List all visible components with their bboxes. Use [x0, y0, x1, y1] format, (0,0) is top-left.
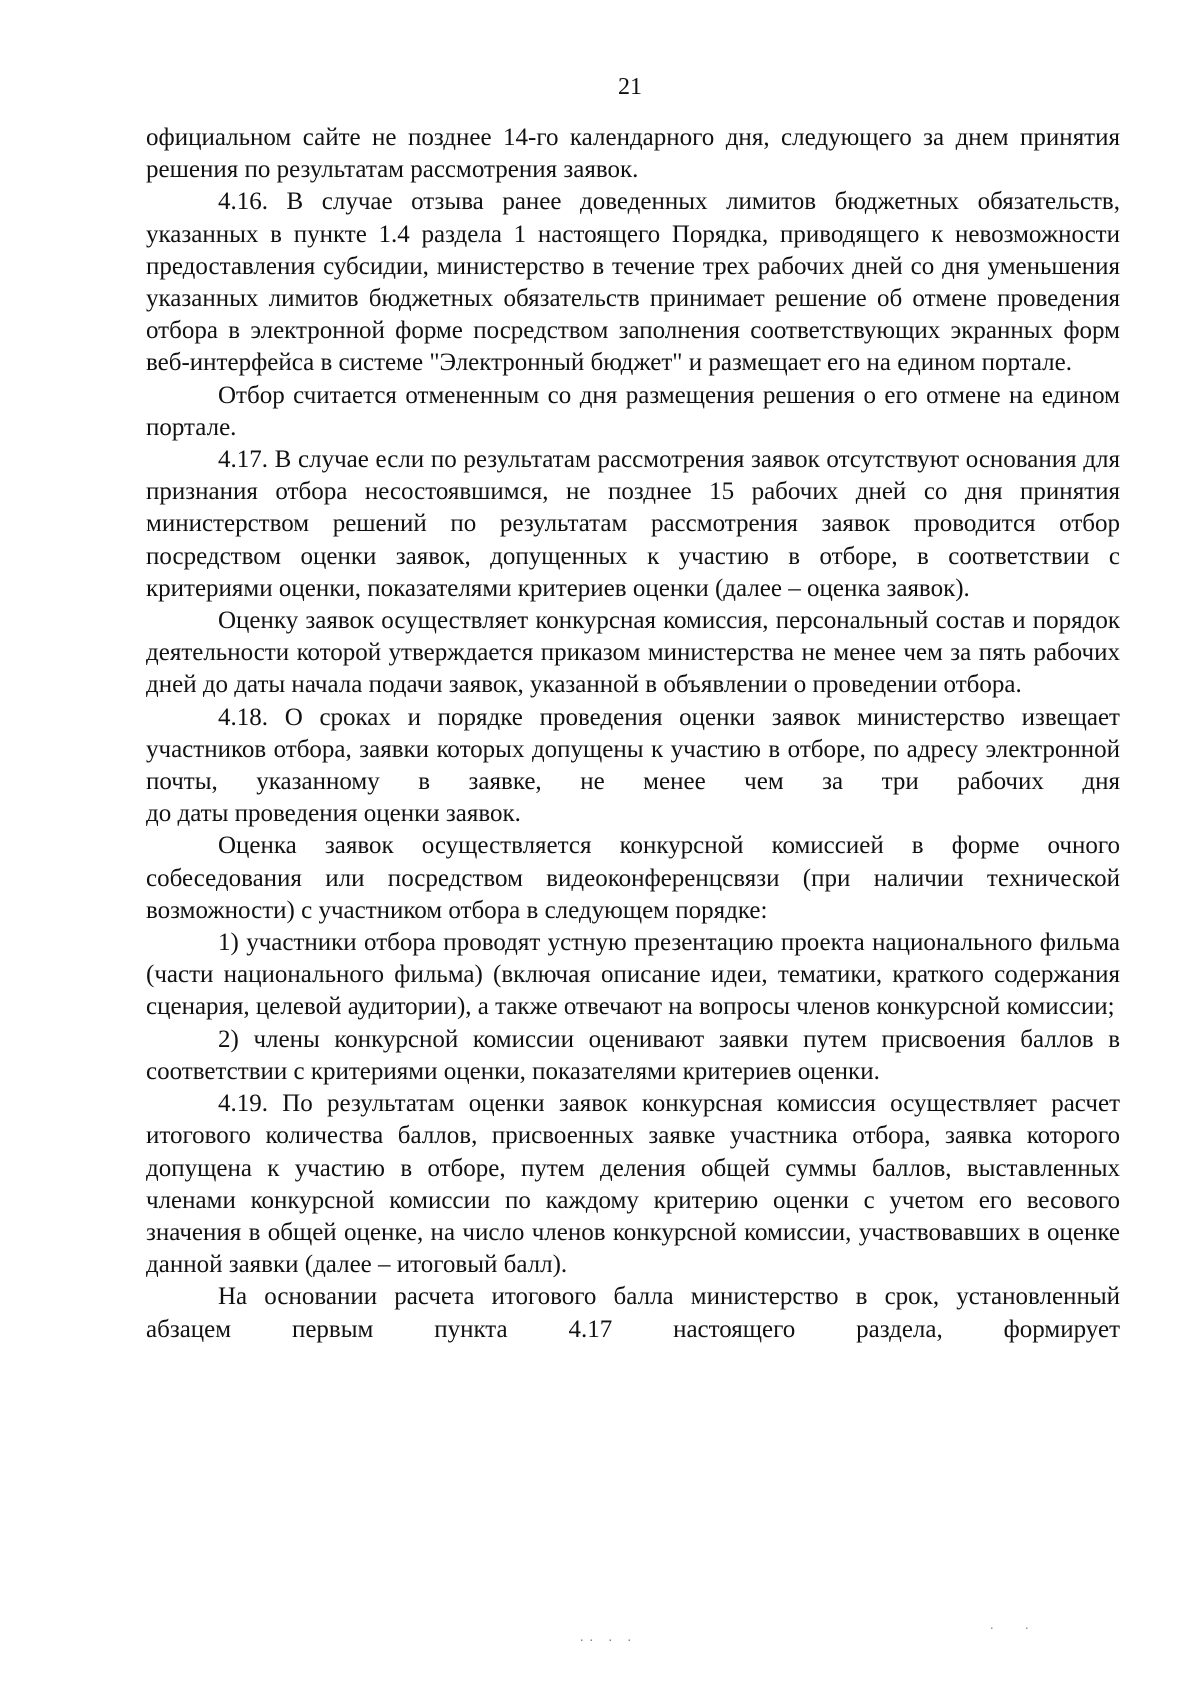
- paragraph-continuation: официальном сайте не позднее 14-го календарного дня, следующего за днем принятия решения по результатам рассмотрения заявок.: [146, 124, 1120, 184]
- paragraph-selection-cancelled: Отбор считается отмененным со дня размещения решения о его отмене на едином портале.: [146, 381, 1120, 441]
- paragraph-4-17: 4.17. В случае если по результатам рассмотрения заявок отсутствуют основания для признания отбора несостоявшимся, не позднее 15 рабочих дней со дня принятия министерством решений по результатам рассмотрения заявок проводится отбор посредством оценки заявок, допущенных к участию в отборе, в соответствии с критериями оценки, показателями критериев оценки (далее – оценка заявок).: [146, 446, 1120, 602]
- list-item-1: 1) участники отбора проводят устную презентацию проекта национального фильма (части национального фильма) (включая описание идеи, тематики, краткого содержания сценария, целевой аудитории), а также отвечают на вопросы членов конкурсной комиссии;: [146, 929, 1120, 1021]
- scan-artifact-right: . .: [990, 1618, 1043, 1633]
- paragraph-4-16: 4.16. В случае отзыва ранее доведенных лимитов бюджетных обязательств, указанных в пункте 1.4 раздела 1 настоящего Порядка, приводящего к невозможности предоставления субсидии, министерство в течение трех рабочих дней со дня уменьшения указанных лимитов бюджетных обязательств принимает решение об отмене проведения отбора в электронной форме посредством заполнения соответствующих экранных форм веб-интерфейса в системе "Электронный бюджет" и размещает его на едином портале.: [146, 188, 1120, 377]
- list-item-2: 2) члены конкурсной комиссии оценивают заявки путем присвоения баллов в соответствии с критериями оценки, показателями критериев оценки.: [146, 1025, 1120, 1085]
- document-body: [146, 122, 1120, 1346]
- paragraph-4-18-continuation: до даты проведения оценки заявок.: [146, 800, 521, 828]
- paragraph-commission: Оценку заявок осуществляет конкурсная комиссия, персональный состав и порядок деятельности которой утверждается приказом министерства не менее чем за пять рабочих дней до даты начала подачи заявок, указанной в объявлении о проведении отбора.: [146, 607, 1120, 699]
- paragraph-final-score: На основании расчета итогового балла министерство в срок, установленный абзацем первым пункта 4.17 настоящего раздела, формирует: [146, 1283, 1120, 1343]
- page-number: 21: [618, 74, 642, 100]
- paragraph-evaluation-order: Оценка заявок осуществляется конкурсной комиссией в форме очного собеседования или посредством видеоконференцсвязи (при наличии технической возможности) с участником отбора в следующем порядке:: [146, 832, 1120, 924]
- paragraph-4-19: 4.19. По результатам оценки заявок конкурсная комиссия осуществляет расчет итогового количества баллов, присвоенных заявке участника отбора, заявка которого допущена к участию в отборе, путем деления общей суммы баллов, выставленных членами конкурсной комиссии по каждому критерию оценки с учетом его весового значения в общей оценке, на число членов конкурсной комиссии, участвовавших в оценке данной заявки (далее – итоговый балл).: [146, 1090, 1120, 1279]
- scan-artifact: .. . .: [580, 1630, 637, 1645]
- paragraph-4-18: 4.18. О сроках и порядке проведения оценки заявок министерство извещает участников отбора, заявки которых допущены к участию в отборе, по адресу электронной почты, указанному в заявке, не менее чем за три рабочих дня: [146, 703, 1120, 796]
